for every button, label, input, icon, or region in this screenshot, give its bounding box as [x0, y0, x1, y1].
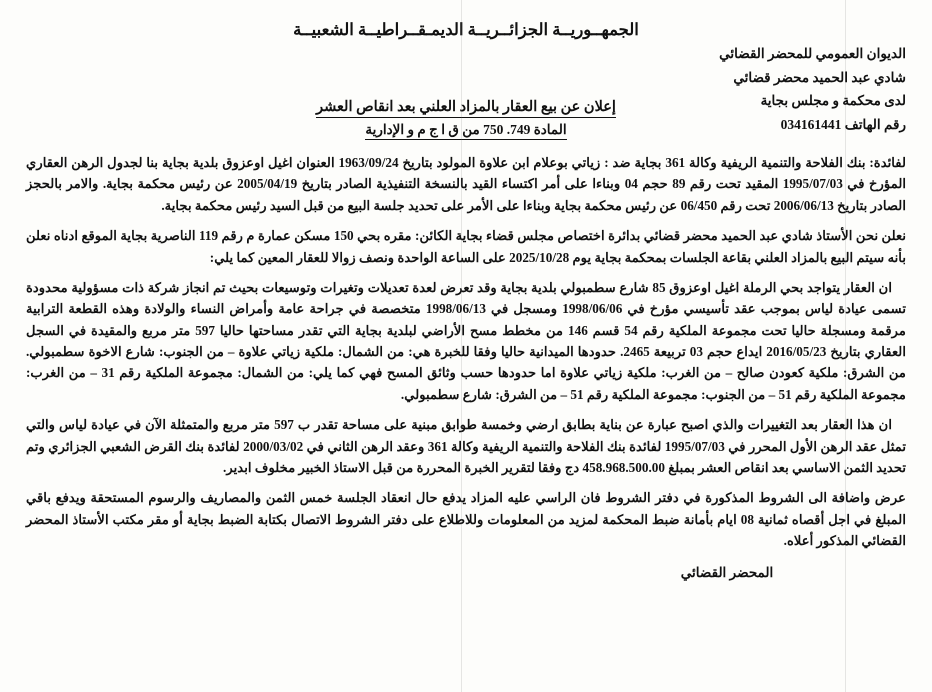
paragraph-valuation: ان هذا العقار بعد التغييرات والذي اصبح عبارة عن بناية بطابق ارضي وخمسة طوابق مبنية على مساحة تقدر ب 597 متر مربع والمتمثلة الآن في عيادة لياس والتي تمثل عقد الرهن الأول المحرر في 1995/07/03 لفائدة بنك الفلاحة والتنمية الريفية وكالة 361 وعقد الرهن الثاني في 2000/03/02 لفائدة بنك القرض الشعبي الجزائري وتم تحديد الثمن الاساسي بعد انقاص العشر بمبلغ 458.968.500.00 دج وفقا لتقرير الخبرة المحررة من قبل الاستاذ الخبير مخلوف ابدير. — [26, 417, 907, 475]
signature-label: المحضر القضائي — [680, 565, 774, 581]
office-line-3: لدى محكمة و مجلس بجاية — [760, 93, 906, 109]
office-line-1: الديوان العمومي للمحضر القضائي — [719, 46, 906, 61]
paragraph-conditions: عرض واضافة الى الشروط المذكورة في دفتر الشروط فان الراسي عليه المزاد يدفع حال انعقاد الجلسة خمس الثمن والمصاريف والرسوم المستحقة ويدفع باقي المبلغ في اجل أقصاه ثمانية 08 ايام بأمانة ضبط المحكمة لمزيد من المعلومات وللاطلاع على دفتر الشروط الاتصال بكتابة الضبط بجاية أو مقر مكتب الأستاذ المحضر القضائي المذكور أعلاه. — [26, 490, 906, 548]
office-phone: رقم الهاتف 034161441 — [780, 116, 906, 132]
page-title: الجمهــوريــة الجزائــريــة الديمـقــراطيــة الشعبيــة — [293, 20, 639, 39]
paragraph-announcement: نعلن نحن الأستاذ شادي عبد الحميد محضر قضائي بدائرة اختصاص مجلس قضاء بجاية الكائن: مقره بحي 150 مسكن عمارة م رقم 119 الناصرية بجاية الموقع ادناه نعلن بأنه سيتم البيع بالمزاد العلني بقاعة الجلسات بمحكمة بجاية يوم 2025/10/28 على الساعة الواحدة ونصف زوالا للعقار المعين كما يلي: — [26, 228, 906, 265]
subject-heading: إعلان عن بيع العقار بالمزاد العلني بعد انقاص العشر — [316, 99, 616, 118]
subject-legal-reference: المادة 749. 750 من ق ا ج م و الإدارية — [365, 122, 566, 140]
office-header-block — [656, 42, 906, 137]
scan-artifact-line — [461, 0, 462, 692]
document-body — [26, 152, 906, 551]
paragraph-parties: لفائدة: بنك الفلاحة والتنمية الريفية وكالة 361 بجاية ضد : زياتي بوعلام ابن علاوة المولود بتاريخ 1963/09/24 العنوان اغيل اوعزوق بلدية بجاية بنا لجدول الرهن العقاري المؤرخ في 1995/07/03 المقيد تحت رقم 89 حجم 04 وبناءا على أمر اكتساء القيد بالنسخة التنفيذية الصادر بتاريخ 2005/04/19 عن رئيس محكمة بجاية. والامر بالحجز الصادر بتاريخ 2006/06/13 تحت رقم 06/450 عن رئيس محكمة بجاية وبناءا على الأمر على تحديد جلسة البيع من قبل السيد رئيس محكمة بجاية. — [26, 155, 907, 213]
office-line-2: شادي عبد الحميد محضر قضائي — [733, 69, 906, 85]
paragraph-property-description: ان العقار يتواجد بحي الرملة اغيل اوعزوق 85 شارع سطمبولي بلدية بجاية وقد تعرض لعدة تعديلات وتغيرات وتوسيعات بحيث تم انجاز شركة ذات مسؤولية محدودة تسمى عيادة لياس بموجب عقد تأسيسي مؤرخ في 1998/06/06 ومسجل في 1998/06/13 متخصصة في جراحة عامة وأمراض النساء والولادة وهذه القطعة الترابية مرقمة ومسجلة حاليا تحت مجموعة الملكية رقم 54 قسم 146 من مخطط مسح الأراضي لبلدية بجاية التي تقدر مساحتها حاليا 597 متر مربع والمقيدة في السجل العقاري بتاريخ 2016/05/23 ايداع حجم 03 تربيعة 2465. حدودها الميدانية حاليا وفقا للخبرة هي: من الشمال: ملكية زياتي علاوة – من الجنوب: شارع الاخوة سطمبولي. من الشرق: ملكية كعودن صالح – من الغرب: ملكية زياتي علاوة اما حدودها حسب وثائق المسح فهي كما يلي: من الشمال: مجموعة الملكية رقم 31 – من الغرب: مجموعة الملكية رقم 51 – من الجنوب: مجموعة الملكية رقم 51 – من الشرق: شارع سطمبولي. — [26, 279, 907, 402]
